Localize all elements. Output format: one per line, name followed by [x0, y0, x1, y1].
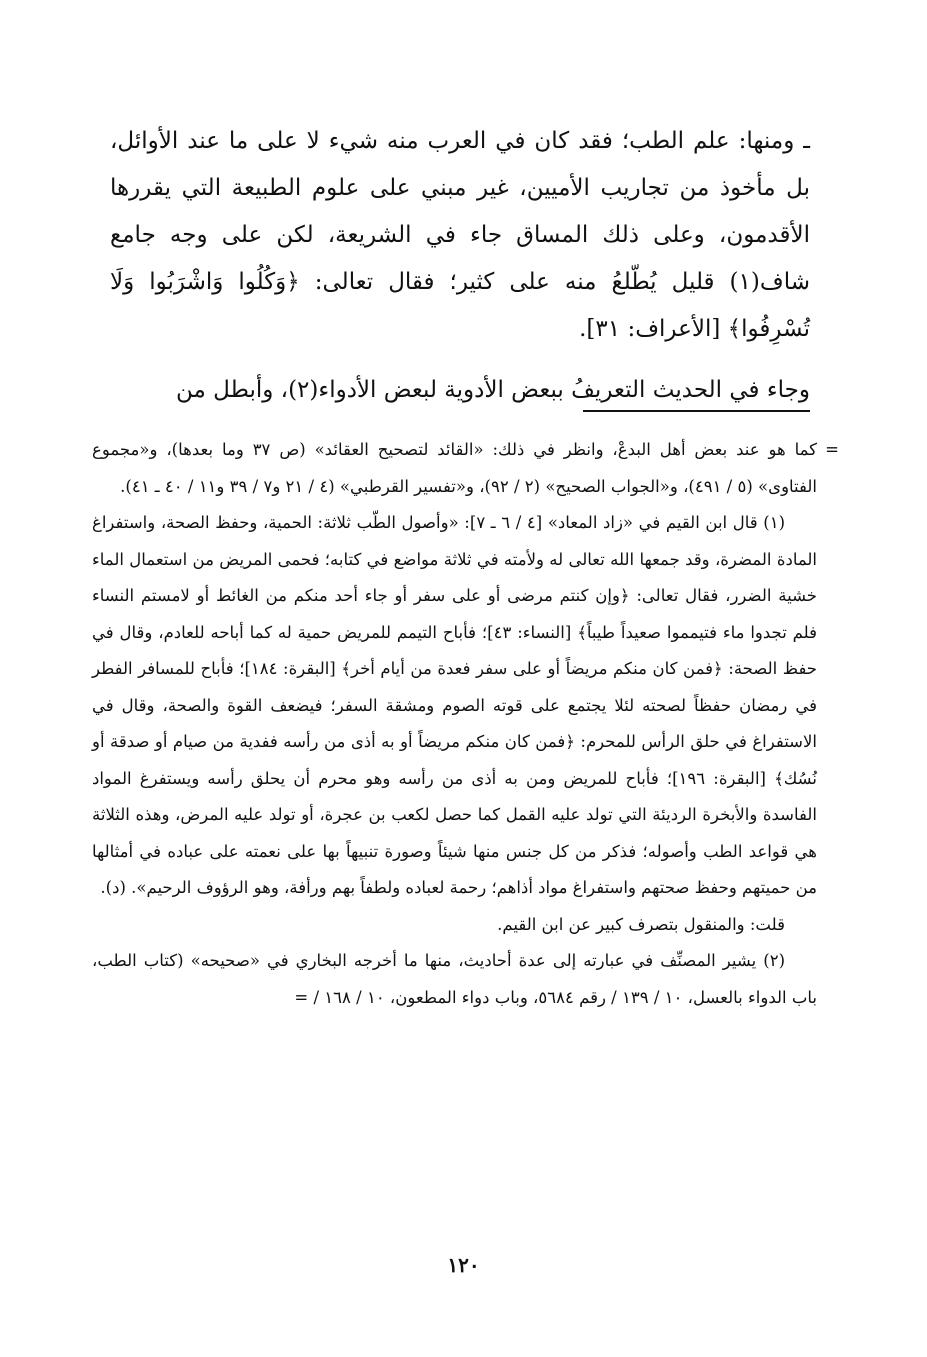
footnote-continuation: كما هو عند بعض أهل البدعْ، وانظر في ذلك: «القائد لتصحيح العقائد» (ص ٣٧ وما بعدها)، و«مجموع الفتاوى» (٥ / ٤٩١)، و«الجواب الصحيح» (٢ / ٩٢)، و«تفسير القرطبي» (٤ / ٢١ و٧ / ٣٩ و١١ / ٤٠ ـ ٤١).	[92, 440, 817, 496]
page-number: ١٢٠	[447, 1253, 480, 1277]
footnote-2-text: (٢) يشير المصنِّف في عبارته إلى عدة أحاديث، منها ما أخرجه البخاري في «صحيحه» (كتاب الطب، باب الدواء بالعسل، ١٠ / ١٣٩ / رقم ٥٦٨٤، وباب دواء المطعون، ١٠ / ١٦٨ /	[92, 951, 817, 1007]
main-paragraph-2: وجاء في الحديث التعريفُ ببعض الأدوية لبعض الأدواء(٢)، وأبطل من	[176, 377, 810, 403]
continuation-end-marker: =	[294, 987, 309, 1007]
main-paragraph-1: ـ ومنها: علم الطب؛ فقد كان في العرب منه شيء لا على ما عند الأوائل، بل مأخوذ من تجاريب الأميين، غير مبني على علوم الطبيعة التي يقررها الأقدمون، وعلى ذلك المساق جاء في الشريعة، لكن على وجه جامع شاف(١) قليل يُطّلعُ منه على كثير؛ فقال تعالى: ﴿وَكُلُوا وَاشْرَبُوا وَلَا تُسْرِفُوا﴾ [الأعراف: ٣١].	[110, 128, 810, 342]
footnotes	[92, 432, 839, 1016]
continuation-marker: =	[825, 440, 839, 459]
footnote-2	[92, 943, 817, 1016]
footnote-1-remark: قلت: والمنقول بتصرف كبير عن ابن القيم.	[497, 914, 785, 934]
footnote-1: (١) قال ابن القيم في «زاد المعاد» [٤ / ٦ ـ ٧]: «وأصول الطّب ثلاثة: الحمية، وحفظ الصحة، واستفراغ المادة المضرة، وقد جمعها الله تعالى له ولأمته في ثلاثة مواضع في كتابه؛ فحمى المريض من استعمال الماء خشية الضرر، فقال تعالى: ﴿وإن كنتم مرضى أو على سفر أو جاء أحد منكم من الغائط أو لامستم النساء فلم تجدوا ماء فتيمموا صعيداً طيباً﴾ [النساء: ٤٣]؛ فأباح التيمم للمريض حمية له كما أباحه للعادم، وقال في حفظ الصحة: ﴿فمن كان منكم مريضاً أو على سفر فعدة من أيام أخر﴾ [البقرة: ١٨٤]؛ فأباح للمسافر الفطر في رمضان حفظاً لصحته لئلا يجتمع على قوته الصوم ومشقة السفر؛ فيضعف القوة والصحة، وقال في الاستفراغ في حلق الرأس للمحرم: ﴿فمن كان منكم مريضاً أو به أذى من رأسه ففدية من صيام أو صدقة أو نُسُك﴾ [البقرة: ١٩٦]؛ فأباح للمريض ومن به أذى من رأسه وهو محرم أن يحلق رأسه ويستفرغ المواد الفاسدة والأبخرة الرديئة التي تولد عليه القمل كما حصل لكعب بن عجرة، أو تولد عليه المرض، وهذه الثلاثة هي قواعد الطب وأصوله؛ فذكر من كل جنس منها شيئاً وصورة تنبيهاً بها على نعمته على عباده في أمثالها من حميتهم وحفظ صحتهم واستفراغ مواد أذاهم؛ رحمة لعباده ولطفاً بهم ورأفة، وهو الرؤوف الرحيم». (د).	[92, 513, 817, 897]
footnote-separator	[583, 410, 810, 412]
main-text	[110, 118, 810, 414]
